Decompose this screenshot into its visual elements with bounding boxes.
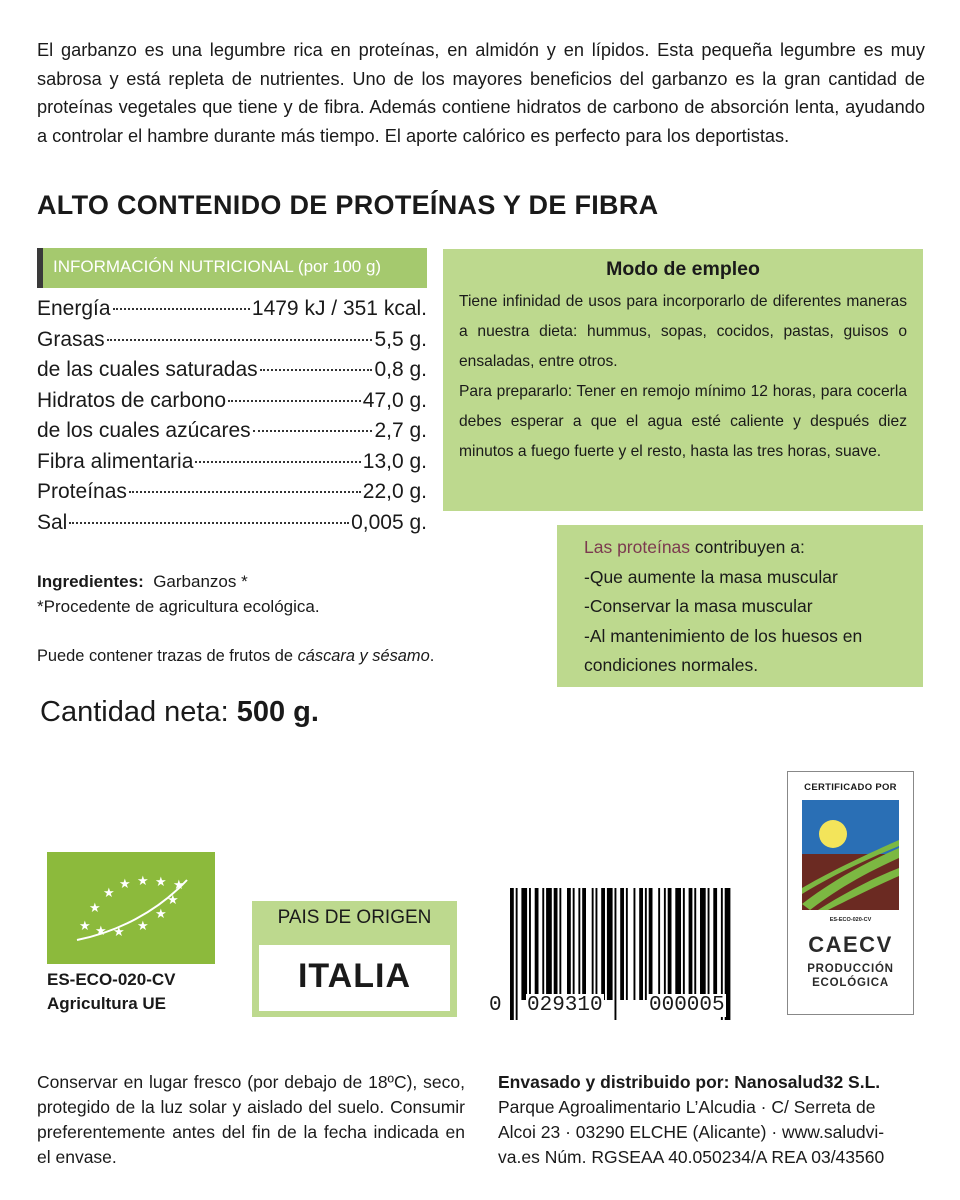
barcode-bar	[521, 888, 527, 1000]
eu-organic-logo	[47, 852, 215, 964]
barcode-bar	[567, 888, 571, 1000]
barcode-bar	[645, 888, 647, 1000]
usage-body	[459, 287, 907, 467]
dot-leader	[253, 430, 373, 432]
protein-item: -Al mantenimiento de los huesos en	[584, 625, 863, 646]
nutrition-table	[37, 297, 427, 541]
eu-code-text	[47, 968, 175, 1016]
barcode-bar	[700, 888, 706, 1000]
eu-leaf-stars-icon	[47, 852, 215, 964]
origin-value-box	[259, 945, 450, 1011]
dot-leader	[228, 400, 361, 402]
barcode-bar	[634, 888, 636, 1000]
barcode-digit-group: 000005	[649, 994, 725, 1017]
barcode-digit-group: 029310	[527, 994, 603, 1017]
ingredients-value: Garbanzos *	[153, 572, 248, 591]
nutrition-value: 0,005 g.	[351, 510, 427, 534]
svg-text:★: ★	[113, 925, 125, 940]
barcode-bar	[542, 888, 544, 1000]
dot-leader	[260, 369, 373, 371]
barcode-bar	[620, 888, 624, 1000]
svg-text:★: ★	[155, 875, 167, 890]
dot-leader	[113, 308, 250, 310]
nutrition-label: Fibra alimentaria	[37, 449, 194, 473]
svg-text:★: ★	[119, 877, 131, 892]
nutrition-row	[37, 450, 427, 481]
packager-heading: Envasado y distribuido por: Nanosalud32 S.L.	[498, 1072, 881, 1092]
headline: ALTO CONTENIDO DE PROTEÍNAS Y DE FIBRA	[37, 190, 659, 220]
svg-text:★: ★	[155, 907, 167, 922]
barcode-bar	[708, 888, 710, 1000]
ingredients-label: Ingredientes:	[37, 572, 144, 591]
barcode-bar	[596, 888, 598, 1000]
svg-text:★: ★	[79, 919, 91, 934]
ingredients-note: *Procedente de agricultura ecológica.	[37, 597, 320, 616]
barcode-bar	[675, 888, 681, 1000]
nutrition-label: de los cuales azúcares	[37, 419, 251, 442]
nutrition-value: 0,8 g.	[374, 358, 427, 381]
nutrition-label: Hidratos de carbono	[37, 388, 227, 412]
caecv-subtitle	[788, 962, 913, 990]
nutrition-row	[37, 511, 427, 542]
barcode-bar	[713, 888, 717, 1000]
protein-box	[557, 525, 923, 687]
svg-text:★: ★	[89, 901, 101, 916]
ingredients	[37, 566, 248, 597]
barcode-bar	[668, 888, 672, 1000]
nutrition-value: 1479 kJ / 351 kcal.	[251, 297, 427, 320]
barcode-bar	[683, 888, 685, 1000]
caecv-subtitle-line: PRODUCCIÓN	[807, 963, 894, 975]
barcode-bar	[573, 888, 575, 1000]
caecv-code: ES-ECO-020-CV	[829, 917, 872, 923]
svg-text:★: ★	[137, 919, 149, 934]
packager-line: Parque Agroalimentario L’Alcudia · C/ Serreta de	[498, 1097, 876, 1117]
barcode-bar	[639, 888, 643, 1000]
caecv-certified-by: CERTIFICADO POR	[804, 782, 897, 793]
protein-intro-text: contribuyen a:	[690, 537, 805, 557]
barcode-bar	[559, 888, 561, 1000]
traces-warning	[37, 647, 434, 666]
nutrition-label: Proteínas	[37, 480, 127, 503]
eu-label: Agricultura UE	[47, 994, 167, 1013]
nutrition-row	[37, 358, 427, 389]
nutrition-label: Energía	[37, 297, 111, 320]
nutrition-row	[37, 480, 427, 511]
svg-text:★: ★	[167, 893, 179, 908]
caecv-certification-logo	[787, 771, 914, 1015]
traces-italic: cáscara y sésamo	[297, 647, 430, 665]
barcode-bar	[658, 888, 660, 1000]
packager-info	[498, 1070, 930, 1170]
net-quantity	[40, 696, 319, 729]
barcode-bar	[535, 888, 539, 1000]
barcode-bar	[578, 888, 580, 1000]
protein-item: condiciones normales.	[584, 655, 759, 676]
barcode-bar	[529, 888, 531, 1000]
protein-highlight: Las proteínas	[584, 537, 691, 557]
barcode-bar	[554, 888, 558, 1000]
nutrition-value: 2,7 g.	[374, 419, 427, 442]
origin-label: PAIS DE ORIGEN	[277, 907, 432, 928]
protein-intro	[584, 533, 911, 563]
svg-text:★: ★	[173, 878, 185, 893]
net-quantity-label: Cantidad neta:	[40, 696, 237, 728]
dot-leader	[69, 522, 349, 524]
origin-box	[252, 901, 457, 1017]
caecv-subtitle-line: ECOLÓGICA	[812, 977, 889, 989]
barcode-bar	[694, 888, 696, 1000]
svg-text:★: ★	[137, 874, 149, 889]
traces-prefix: Puede contener trazas de frutos de	[37, 647, 298, 665]
dot-leader	[129, 491, 361, 493]
usage-title: Modo de empleo	[606, 258, 760, 280]
barcode-bar	[546, 888, 552, 1000]
protein-item: -Que aumente la masa muscular	[584, 566, 838, 587]
barcode-bar	[592, 888, 594, 1000]
barcode-bar	[582, 888, 586, 1000]
nutrition-value: 22,0 g.	[362, 480, 427, 503]
caecv-name: CAECV	[808, 932, 893, 957]
barcode-digits	[488, 994, 744, 1020]
usage-paragraph: Para prepararlo: Tener en remojo mínimo 12 horas, para cocerla debes esperar a que el agua esté caliente y después diez minutos a fuego fuerte y el resto, hasta las tres horas, suave.	[459, 383, 907, 460]
usage-box	[443, 249, 923, 511]
svg-text:★: ★	[103, 886, 115, 901]
nutrition-row	[37, 389, 427, 420]
intro-paragraph: El garbanzo es una legumbre rica en proteínas, en almidón y en lípidos. Esta pequeña legumbre es muy sabrosa y está repleta de nutrientes. Uno de los mayores beneficios del garbanzo es la gran cantidad de proteínas vegetales que tiene y de fibra. Además contiene hidratos de carbono de absorción lenta, ayudando a controlar el hambre durante más tiempo. El aporte calórico es perfecto para los deportistas.	[37, 40, 925, 146]
dot-leader	[107, 339, 373, 341]
dot-leader	[195, 461, 360, 463]
nutrition-header	[37, 248, 427, 288]
nutrition-label: Sal	[37, 510, 68, 534]
nutrition-title: INFORMACIÓN NUTRICIONAL (por 100 g)	[53, 257, 382, 276]
nutrition-value: 13,0 g.	[362, 449, 427, 473]
barcode-bar	[689, 888, 693, 1000]
nutrition-label: de las cuales saturadas	[37, 358, 258, 381]
eu-code: ES-ECO-020-CV	[47, 970, 176, 989]
protein-item: -Conservar la masa muscular	[584, 596, 813, 617]
nutrition-row	[37, 419, 427, 450]
nutrition-label: Grasas	[37, 327, 105, 351]
nutrition-value: 5,5 g.	[374, 327, 427, 351]
nutrition-row	[37, 297, 427, 328]
storage-instructions: Conservar en lugar fresco (por debajo de 18ºC), seco, protegido de la luz solar y aislado del suelo. Consumir preferentemente antes del fin de la fecha indicada en el envase.	[37, 1072, 465, 1167]
barcode-bar	[626, 888, 628, 1000]
barcode-bar	[607, 888, 613, 1000]
packager-line: Alcoi 23 · 03290 ELCHE (Alicante) · www.saludvi-	[498, 1122, 885, 1142]
origin-value: ITALIA	[297, 957, 411, 995]
packager-line: va.es Núm. RGSEAA 40.050234/A REA 03/43560	[498, 1147, 885, 1167]
svg-text:★: ★	[95, 924, 107, 939]
usage-paragraph: Tiene infinidad de usos para incorporarlo de diferentes maneras a nuestra dieta: hummus, sopas, cocidos, pastas, guisos o ensaladas, entre otros.	[459, 293, 907, 370]
traces-suffix: .	[429, 647, 435, 665]
nutrition-value: 47,0 g.	[362, 388, 427, 412]
barcode-bar	[649, 888, 653, 1000]
caecv-landscape-icon	[788, 796, 913, 916]
barcode-digit-group: 0	[489, 994, 502, 1017]
nutrition-row	[37, 328, 427, 359]
barcode-bar	[601, 888, 605, 1000]
nutrition-header-bar	[37, 248, 43, 288]
barcode-bar	[664, 888, 666, 1000]
net-quantity-value: 500 g.	[236, 696, 319, 728]
